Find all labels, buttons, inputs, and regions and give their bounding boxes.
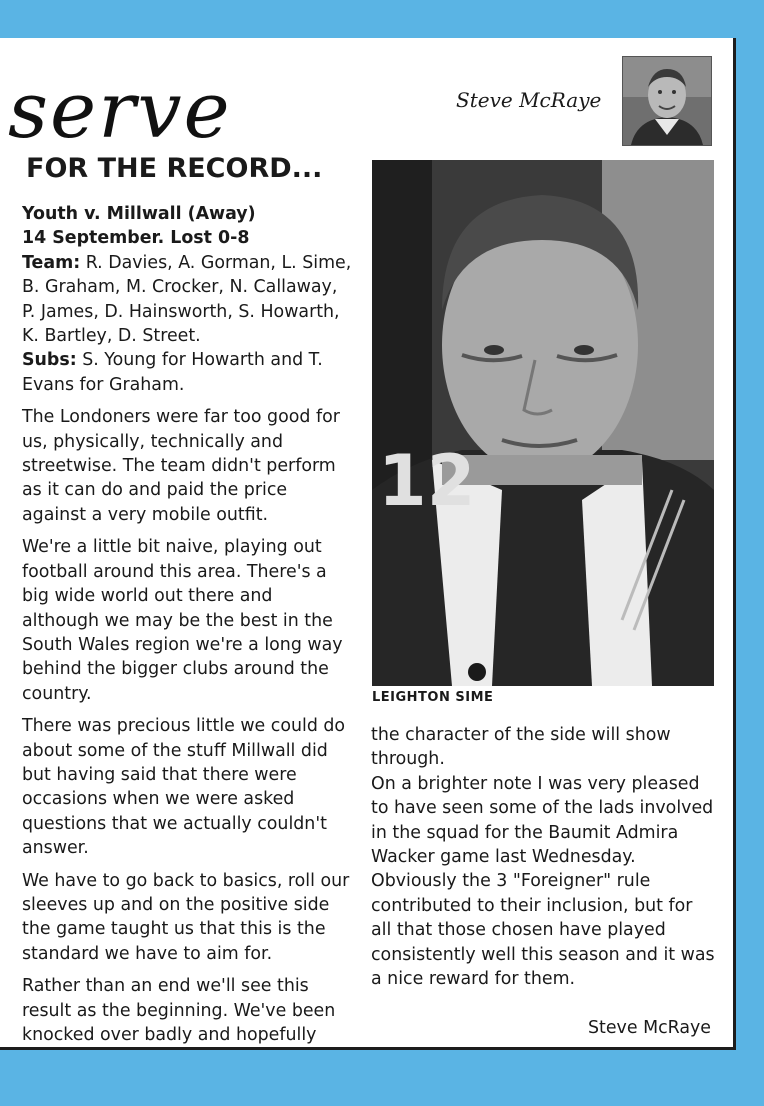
photo-caption: LEIGHTON SIME (372, 690, 494, 705)
subs-label: Subs: (22, 350, 77, 371)
article-paragraph: On a brighter note I was very pleased to have seen some of the lads involved in the squad for the Baumit Admira Wacker game last Wednesday. Obviously the 3 "Foreigner" rule contributed to their inclusion, but for all that those chosen have played consistently well this season and it was a nice reward for them. (371, 773, 715, 990)
article-signature: Steve McRaye (588, 1018, 711, 1038)
article-paragraph: We have to go back to basics, roll our sleeves up and on the positive side the game taught us that this is the standard we have to aim for. (22, 870, 350, 964)
article-paragraph: There was precious little we could do about some of the stuff Millwall did but having said that there were occasions when we were asked questions that we actually couldn't answer. (22, 716, 346, 859)
shirt-number: 12 (378, 440, 476, 522)
article-paragraph: Rather than an end we'll see this result as the beginning. We've been knocked over badly and hopefully (22, 976, 336, 1045)
team-label: Team: (22, 252, 81, 273)
match-details (22, 202, 352, 397)
match-result: 14 September. Lost 0-8 (22, 228, 250, 249)
article-paragraph: The Londoners were far too good for us, physically, technically and streetwise. The team didn't perform as it can do and paid the price against a very mobile outfit. (22, 407, 340, 525)
player-photo (372, 160, 714, 686)
magazine-page (0, 38, 736, 1050)
player-portrait-image (372, 160, 714, 686)
article-paragraph: We're a little bit naive, playing out football around this area. There's a big wide world out there and although we may be the best in the South Wales region we're a long way behind the bigger clubs around the country. (22, 537, 343, 704)
section-subtitle: FOR THE RECORD... (26, 153, 323, 184)
author-name: Steve McRaye (456, 88, 602, 112)
right-column (371, 723, 716, 991)
article-paragraph: the character of the side will show through. (371, 725, 671, 770)
match-fixture: Youth v. Millwall (Away) (22, 204, 256, 224)
section-title: serve (8, 66, 232, 156)
subs-list: S. Young for Howarth and T. Evans for Graham. (22, 350, 323, 395)
team-list: R. Davies, A. Gorman, L. Sime, B. Graham, M. Crocker, N. Callaway, P. James, D. Hainsworth, S. Howarth, K. Bartley, D. Street. (22, 252, 352, 347)
author-portrait-image (623, 57, 711, 145)
author-photo (622, 56, 712, 146)
left-column (22, 202, 352, 1055)
